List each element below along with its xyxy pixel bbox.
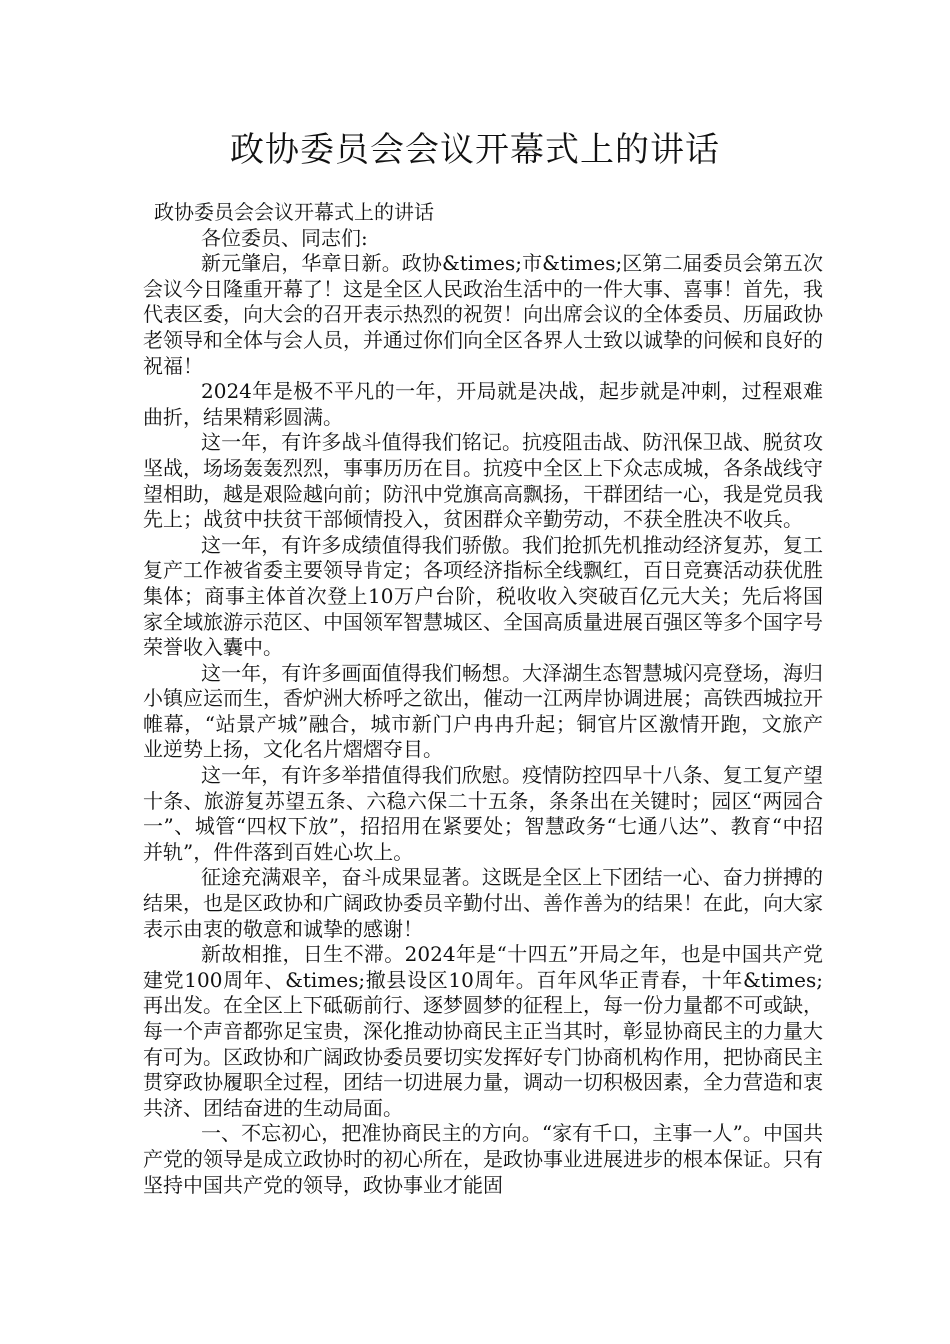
paragraph: 这一年，有许多成绩值得我们骄傲。我们抢抓先机推动经济复苏，复工复产工作被省委主要领导肯定；各项经济指标全线飘红，百日竞赛活动获优胜集体；商事主体首次登上10万户台阶，税收收入突破百亿元大关；先后将国家全域旅游示范区、中国领军智慧城区、全国高质量进展百强区等多个国字号荣誉收入囊中。 xyxy=(143,532,823,660)
document-title: 政协委员会会议开幕式上的讲话 xyxy=(230,130,720,170)
salutation: 各位委员、同志们: xyxy=(201,225,368,250)
paragraph: 新元肇启，华章日新。政协&times;市&times;区第二届委员会第五次会议今日隆重开幕了！这是全区人民政治生活中的一件大事、喜事！首先，我代表区委，向大会的召开表示热烈的祝贺！向出席会议的全体委员、历届政协老领导和全体与会人员，并通过你们向全区各界人士致以诚挚的问候和良好的祝福！ xyxy=(143,251,823,378)
paragraph: 这一年，有许多举措值得我们欣慰。疫情防控四早十八条、复工复产望十条、旅游复苏望五条、六稳六保二十五条，条条出在关键时；园区“两园合一”、城管“四权下放”，招招用在紧要处；智慧政务“七通八达”、教育“中招并轨”，件件落到百姓心坎上。 xyxy=(143,763,823,864)
paragraph: 这一年，有许多画面值得我们畅想。大泽湖生态智慧城闪亮登场，海归小镇应运而生，香炉洲大桥呼之欲出，催动一江两岸协调进展；高铁西城拉开帷幕，“站景产城”融合，城市新门户冉冉升起；铜官片区激情开跑，文旅产业逆势上扬，文化名片熠熠夺目。 xyxy=(143,660,823,762)
document-subtitle: 政协委员会会议开幕式上的讲话 xyxy=(154,200,434,224)
paragraph: 新故相推，日生不滞。2024年是“十四五”开局之年，也是中国共产党建党100周年、&times;撤县设区10周年。百年风华正青春，十年&times;再出发。在全区上下砥砺前行、逐梦圆梦的征程上，每一份力量都不可或缺，每一个声音都弥足宝贵，深化推动协商民主正当其时，彰显协商民主的力量大有可为。区政协和广阔政协委员要切实发挥好专门协商机构作用，把协商民主贯穿政协履职全过程，团结一切进展力量，调动一切积极因素，全力营造和衷共济、团结奋进的生动局面。 xyxy=(143,942,823,1120)
paragraph: 这一年，有许多战斗值得我们铭记。抗疫阻击战、防汛保卫战、脱贫攻坚战，场场轰轰烈烈，事事历历在目。抗疫中全区上下众志成城，各条战线守望相助，越是艰险越向前；防汛中党旗高高飘扬，干群团结一心，我是党员我先上；战贫中扶贫干部倾情投入，贫困群众辛勤劳动，不获全胜决不收兵。 xyxy=(143,430,823,532)
paragraph: 征途充满艰辛，奋斗成果显著。这既是全区上下团结一心、奋力拼搏的结果，也是区政协和广阔政协委员辛勤付出、善作善为的结果！在此，向大家表示由衷的敬意和诚挚的感谢！ xyxy=(143,865,823,941)
document-body xyxy=(143,200,823,1198)
paragraph: 一、不忘初心，把准协商民主的方向。“家有千口，主事一人”。中国共产党的领导是成立政协时的初心所在，是政协事业进展进步的根本保证。只有坚持中国共产党的领导，政协事业才能固 xyxy=(143,1121,823,1197)
paragraph: 2024年是极不平凡的一年，开局就是决战，起步就是冲刺，过程艰难曲折，结果精彩圆满。 xyxy=(143,379,823,429)
